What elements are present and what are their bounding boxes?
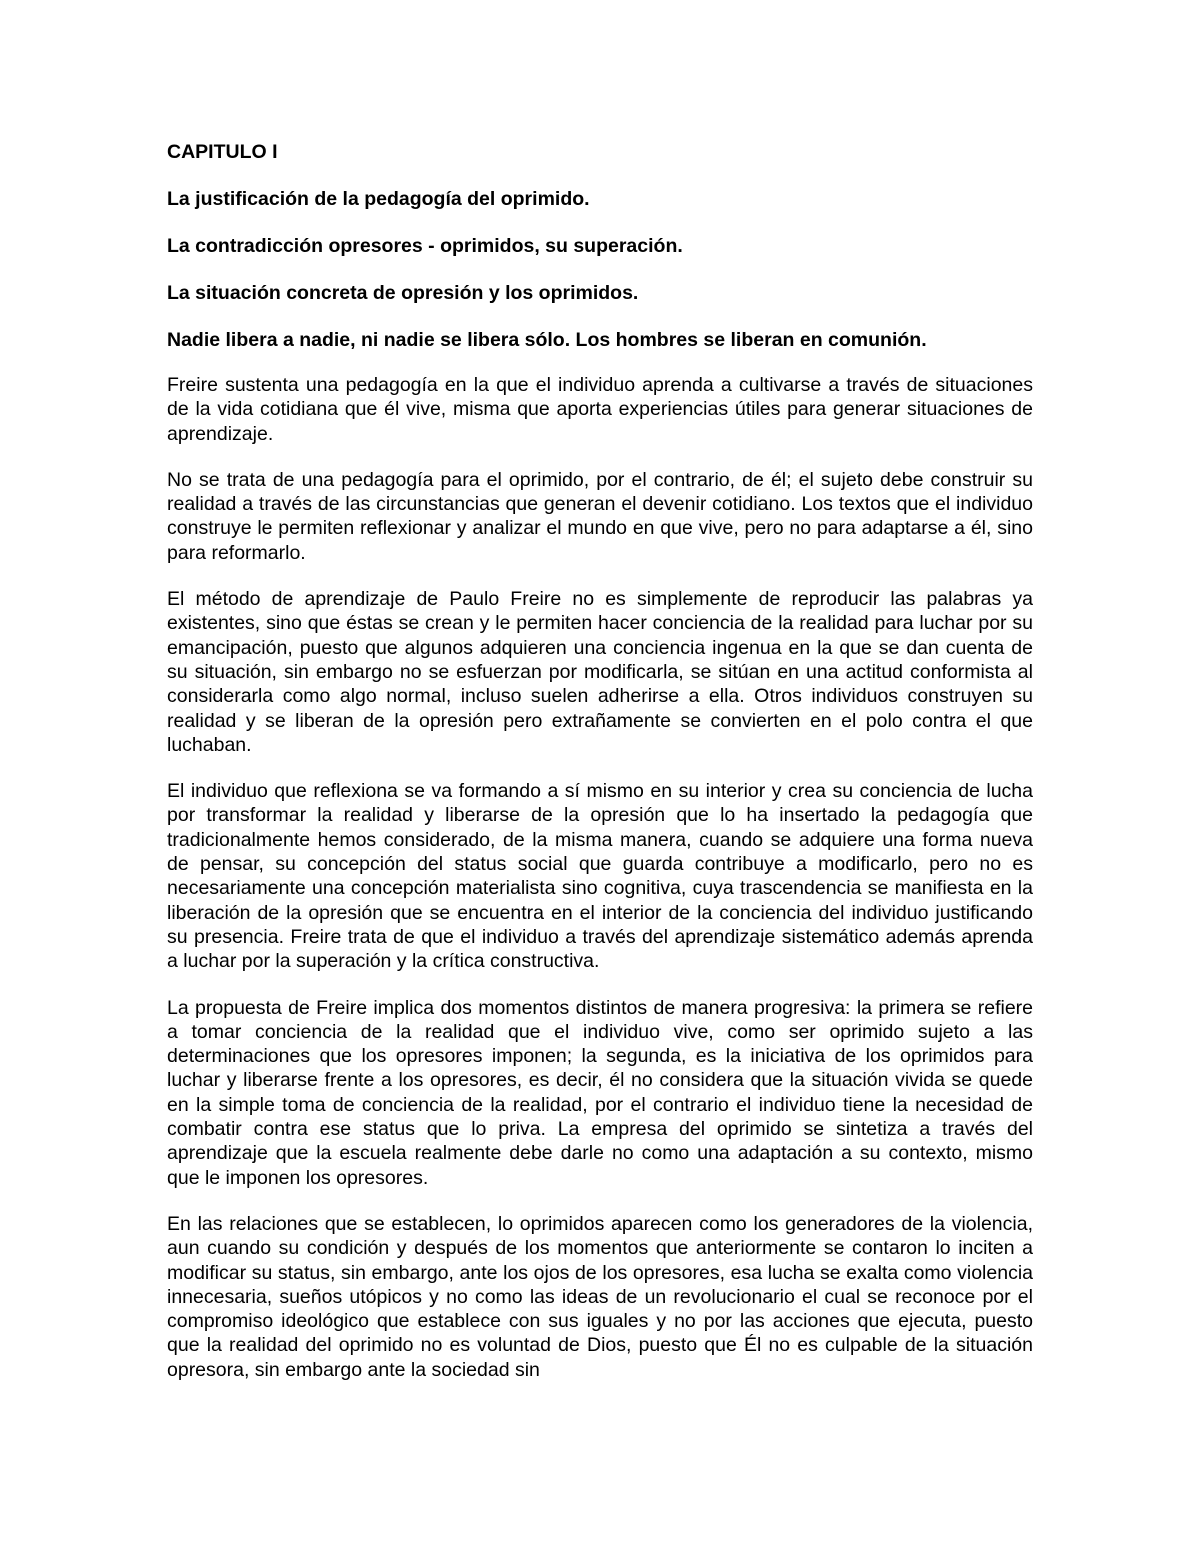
paragraph-1: Freire sustenta una pedagogía en la que el individuo aprenda a cultivarse a través de situaciones de la vida cotidiana que él vive, misma que aporta experiencias útiles para generar situaciones de aprendizaje.: [167, 374, 1033, 445]
subtitle-contradiccion: La contradicción opresores - oprimidos, su superación.: [167, 235, 683, 257]
paragraph-6: En las relaciones que se establecen, lo oprimidos aparecen como los generadores de la violencia, aun cuando su condición y después de los momentos que anteriormente se contaron lo inciten a modificar su status, sin embargo, ante los ojos de los opresores, esa lucha se exalta como violencia innecesaria, sueños utópicos y no como las ideas de un revolucionario el cual se reconoce por el compromiso ideológico que establece con sus iguales y no por las acciones que ejecuta, puesto que la realidad del oprimido no es voluntad de Dios, puesto que Él no es culpable de la situación opresora, sin embargo ante la sociedad sin: [167, 1212, 1033, 1381]
subtitle-nadie-libera: Nadie libera a nadie, ni nadie se libera sólo. Los hombres se liberan en comunión.: [167, 329, 927, 351]
chapter-title: CAPITULO I: [167, 141, 278, 163]
paragraph-3: El método de aprendizaje de Paulo Freire no es simplemente de reproducir las palabras ya existentes, sino que éstas se crean y le permiten hacer conciencia de la realidad para luchar por su emancipación, puesto que algunos adquieren una conciencia ingenua en la que se dan cuenta de su situación, sin embargo no se esfuerzan por modificarla, se sitúan en una actitud conformista al considerarla como algo normal, incluso suelen adherirse a ella. Otros individuos construyen su realidad y se liberan de la opresión pero extrañamente se convierten en el polo contra el que luchaban.: [167, 588, 1033, 756]
subtitle-justificacion: La justificación de la pedagogía del oprimido.: [167, 188, 590, 210]
paragraph-2: No se trata de una pedagogía para el oprimido, por el contrario, de él; el sujeto debe construir su realidad a través de las circunstancias que generan el devenir cotidiano. Los textos que el individuo construye le permiten reflexionar y analizar el mundo en que vive, pero no para adaptarse a él, sino para reformarlo.: [167, 468, 1033, 564]
document-page: [167, 138, 1033, 1404]
paragraph-4: El individuo que reflexiona se va formando a sí mismo en su interior y crea su conciencia de lucha por transformar la realidad y liberarse de la opresión que lo ha insertado la pedagogía que tradicionalmente hemos considerado, de la misma manera, cuando se adquiere una forma nueva de pensar, su concepción del status social que guarda contribuye a modificarlo, pero no es necesariamente una concepción materialista sino cognitiva, cuya trascendencia se manifiesta en la liberación de la opresión que se encuentra en el interior de la conciencia del individuo justificando su presencia. Freire trata de que el individuo a través del aprendizaje sistemático además aprenda a luchar por la superación y la crítica constructiva.: [167, 780, 1033, 973]
paragraph-5: La propuesta de Freire implica dos momentos distintos de manera progresiva: la primera se refiere a tomar conciencia de la realidad que el individuo vive, como ser oprimido sujeto a las determinaciones que los opresores imponen; la segunda, es la iniciativa de los oprimidos para luchar y liberarse frente a los opresores, es decir, él no considera que la situación vivida se quede en la simple toma de conciencia de la realidad, por el contrario el individuo tiene la necesidad de combatir contra ese status que lo priva. La empresa del oprimido se sintetiza a través del aprendizaje que la escuela realmente debe darle no como una adaptación a su contexto, mismo que le imponen los opresores.: [167, 996, 1033, 1189]
subtitle-situacion-concreta: La situación concreta de opresión y los oprimidos.: [167, 282, 639, 304]
